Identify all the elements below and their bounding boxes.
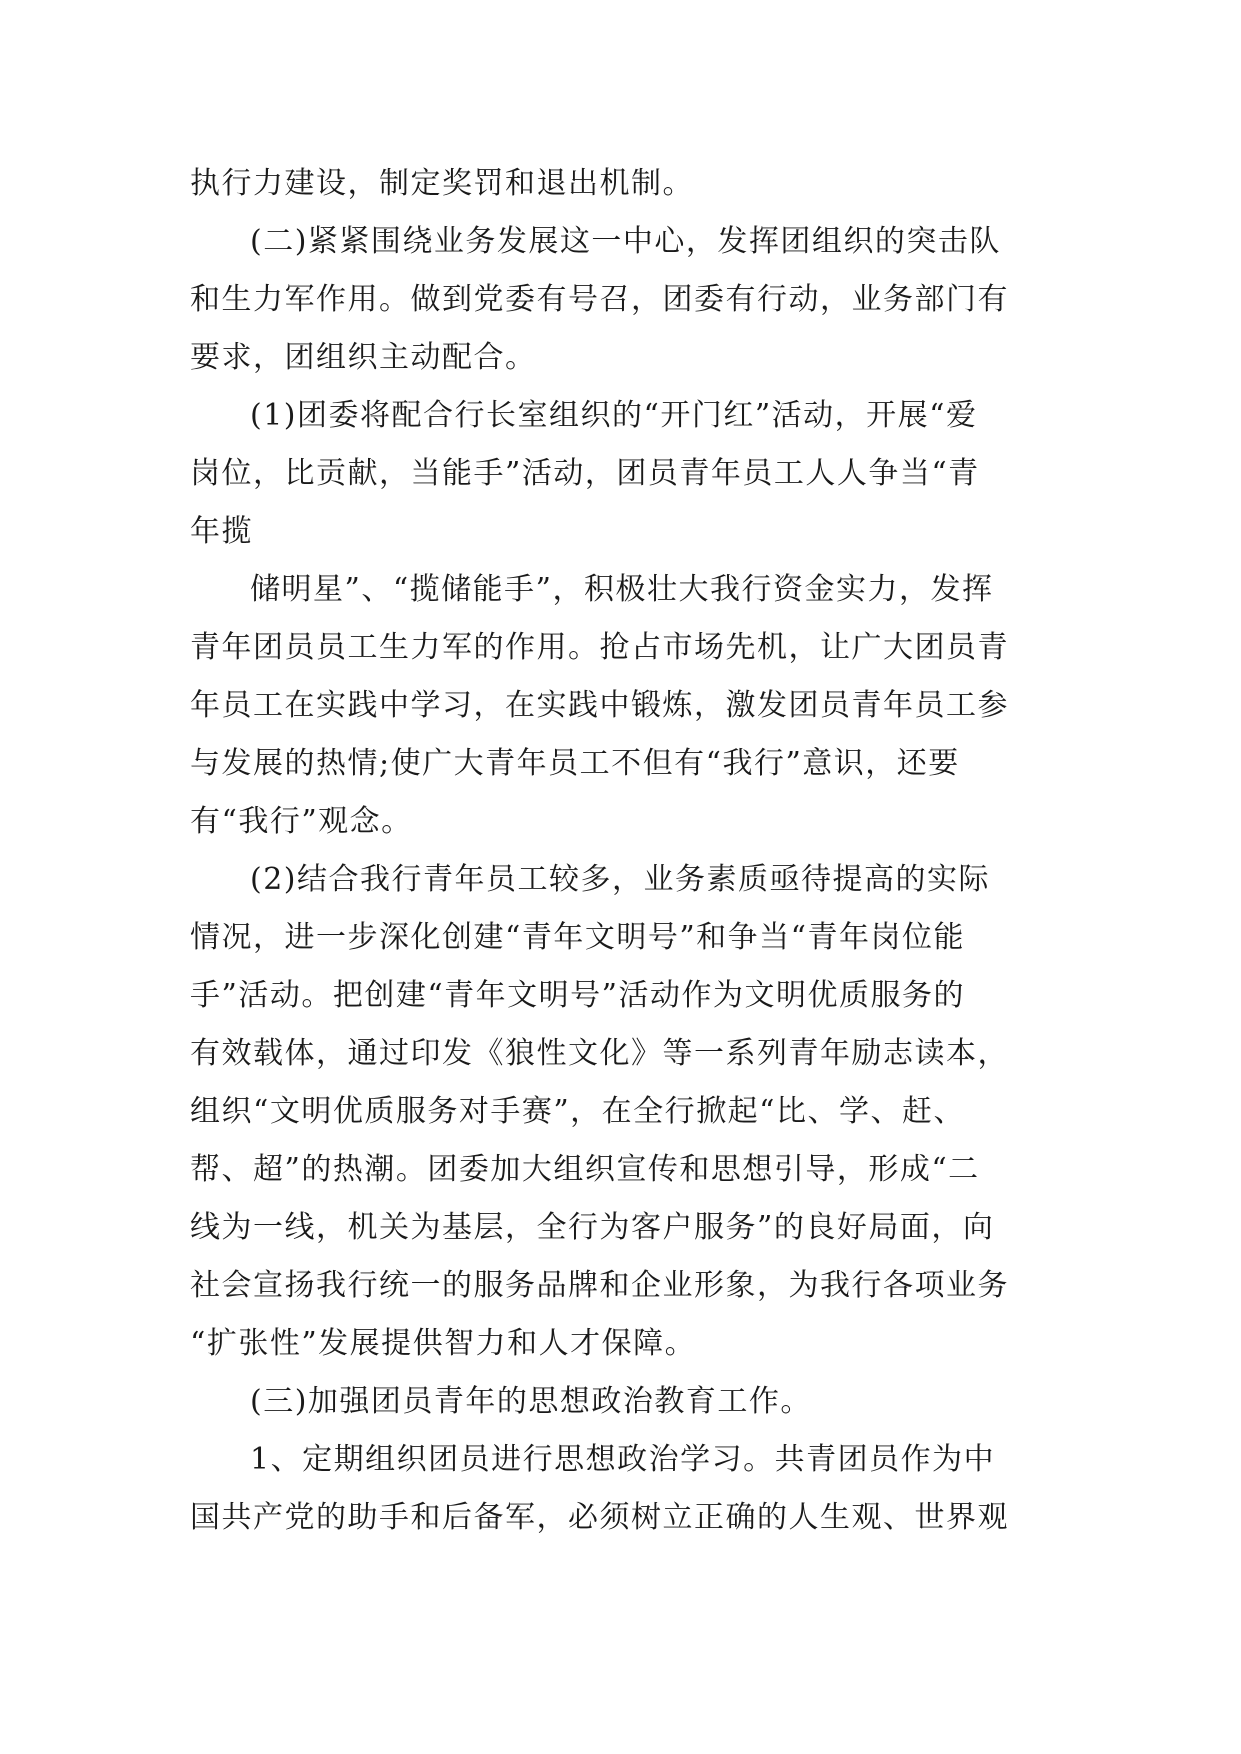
text-line: 有“我行”观念。 bbox=[190, 804, 413, 839]
text-line: 岗位，比贡献，当能手”活动，团员青年员工人人争当“青 bbox=[190, 456, 980, 491]
text-line: 年揽 bbox=[190, 514, 253, 549]
text-line: 社会宣扬我行统一的服务品牌和企业形象，为我行各项业务 bbox=[190, 1268, 1009, 1303]
text-line: 执行力建设，制定奖罚和退出机制。 bbox=[190, 166, 694, 201]
paragraph-heading: (三)加强团员青年的思想政治教育工作。 bbox=[250, 1384, 812, 1419]
text-line: 手”活动。把创建“青年文明号”活动作为文明优质服务的 bbox=[190, 978, 966, 1013]
paragraph-start: (1)团委将配合行长室组织的“开门红”活动，开展“爱 bbox=[250, 398, 978, 433]
paragraph-start: 储明星”、“揽储能手”，积极壮大我行资金实力，发挥 bbox=[250, 572, 994, 607]
document-body bbox=[190, 155, 1050, 1547]
text-line: 有效载体，通过印发《狼性文化》等一系列青年励志读本， bbox=[190, 1036, 1009, 1071]
text-line: 组织“文明优质服务对手赛”，在全行掀起“比、学、赶、 bbox=[190, 1094, 966, 1129]
text-line: 国共产党的助手和后备军，必须树立正确的人生观、世界观 bbox=[190, 1500, 1009, 1535]
paragraph-start: 1、定期组织团员进行思想政治学习。共青团员作为中 bbox=[250, 1442, 996, 1477]
text-line: 青年团员员工生力军的作用。抢占市场先机，让广大团员青 bbox=[190, 630, 1009, 665]
text-line: 情况，进一步深化创建“青年文明号”和争当“青年岗位能 bbox=[190, 920, 966, 955]
text-line: 和生力军作用。做到党委有号召，团委有行动，业务部门有 bbox=[190, 282, 1009, 317]
paragraph-start: (2)结合我行青年员工较多，业务素质亟待提高的实际 bbox=[250, 862, 990, 897]
text-line: 帮、超”的热潮。团委加大组织宣传和思想引导，形成“二 bbox=[190, 1152, 980, 1187]
text-line: 年员工在实践中学习，在实践中锻炼，激发团员青年员工参 bbox=[190, 688, 1009, 723]
text-line: 线为一线，机关为基层，全行为客户服务”的良好局面，向 bbox=[190, 1210, 995, 1245]
text-line: 与发展的热情;使广大青年员工不但有“我行”意识，还要 bbox=[190, 746, 960, 781]
text-line: “扩张性”发展提供智力和人才保障。 bbox=[190, 1326, 697, 1361]
paragraph-heading: (二)紧紧围绕业务发展这一中心，发挥团组织的突击队 bbox=[250, 224, 1001, 259]
text-line: 要求，团组织主动配合。 bbox=[190, 340, 537, 375]
